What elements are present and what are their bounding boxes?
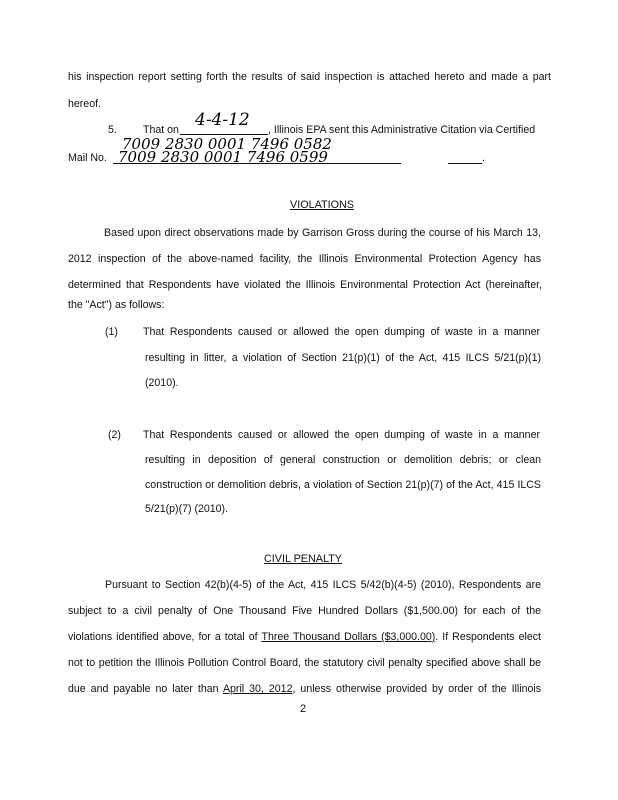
violations-para-line-3: determined that Respondents have violated the Illinois Environmental Protection Act (hereinafter, <box>68 279 542 291</box>
violation-1-line-3: (2010). <box>145 377 179 389</box>
civil-penalty-line-5-before: due and payable no later than <box>68 683 223 695</box>
civil-penalty-line-3-before: violations identified above, for a total of <box>68 631 262 643</box>
item-5-text-before: That on <box>143 124 179 136</box>
mail-no-period: . <box>482 152 485 164</box>
civil-penalty-heading: CIVIL PENALTY <box>264 553 343 565</box>
mail-no-label: Mail No. <box>68 152 107 164</box>
violations-para-line-2: 2012 inspection of the above-named facility, the Illinois Environmental Protection Agency has <box>68 253 541 265</box>
item-5-text-after: , Illinois EPA sent this Administrative Citation via Certified <box>268 124 536 136</box>
civil-penalty-line-3-after: . If Respondents elect <box>435 631 541 643</box>
civil-penalty-line-4: not to petition the Illinois Pollution Control Board, the statutory civil penalty specified above shall be <box>68 657 541 669</box>
handwritten-mail-no-2: 7009 2830 0001 7496 0599 <box>118 148 328 166</box>
due-date: April 30, 2012 <box>222 683 293 695</box>
page-number: 2 <box>300 703 307 715</box>
violations-para-line-1: Based upon direct observations made by Garrison Gross during the course of his March 13, <box>104 227 541 239</box>
violation-1-line-1: That Respondents caused or allowed the open dumping of waste in a manner <box>143 326 540 338</box>
civil-penalty-line-5 <box>68 683 541 696</box>
civil-penalty-line-5-after: , unless otherwise provided by order of the Illinois <box>292 683 541 695</box>
violation-1-line-2: resulting in litter, a violation of Section 21(p)(1) of the Act, 415 ILCS 5/21(p)(1) <box>145 352 541 364</box>
violation-2-line-4: 5/21(p)(7) (2010). <box>145 503 229 515</box>
violation-2-line-1: That Respondents caused or allowed the open dumping of waste in a manner <box>143 429 540 441</box>
handwritten-mail-no-1: 7009 2830 0001 7496 0582 <box>122 135 332 153</box>
mail-no-underline-2 <box>448 163 482 164</box>
violation-2-line-2: resulting in deposition of general construction or demolition debris; or clean <box>145 454 541 466</box>
violations-para-line-4: the "Act") as follows: <box>68 299 165 311</box>
civil-penalty-line-1: Pursuant to Section 42(b)(4-5) of the Act, 415 ILCS 5/42(b)(4-5) (2010), Respondents are <box>105 579 541 591</box>
item-5-number: 5. <box>108 124 117 136</box>
violation-1-number: (1) <box>105 326 118 338</box>
intro-line-1: his inspection report setting forth the results of said inspection is attached hereto and made a part <box>68 71 551 83</box>
mail-no-underline-1 <box>113 163 401 164</box>
intro-line-2: hereof. <box>68 98 101 110</box>
civil-penalty-line-3 <box>68 631 541 644</box>
total-penalty-amount: Three Thousand Dollars ($3,000.00) <box>261 631 436 643</box>
violation-2-line-3: construction or demolition debris, a violation of Section 21(p)(7) of the Act, 415 ILCS <box>145 479 541 491</box>
handwritten-date: 4-4-12 <box>195 110 250 130</box>
violations-heading: VIOLATIONS <box>290 199 354 211</box>
civil-penalty-line-2: subject to a civil penalty of One Thousand Five Hundred Dollars ($1,500.00) for each of the <box>68 605 541 617</box>
violation-2-number: (2) <box>108 429 121 441</box>
